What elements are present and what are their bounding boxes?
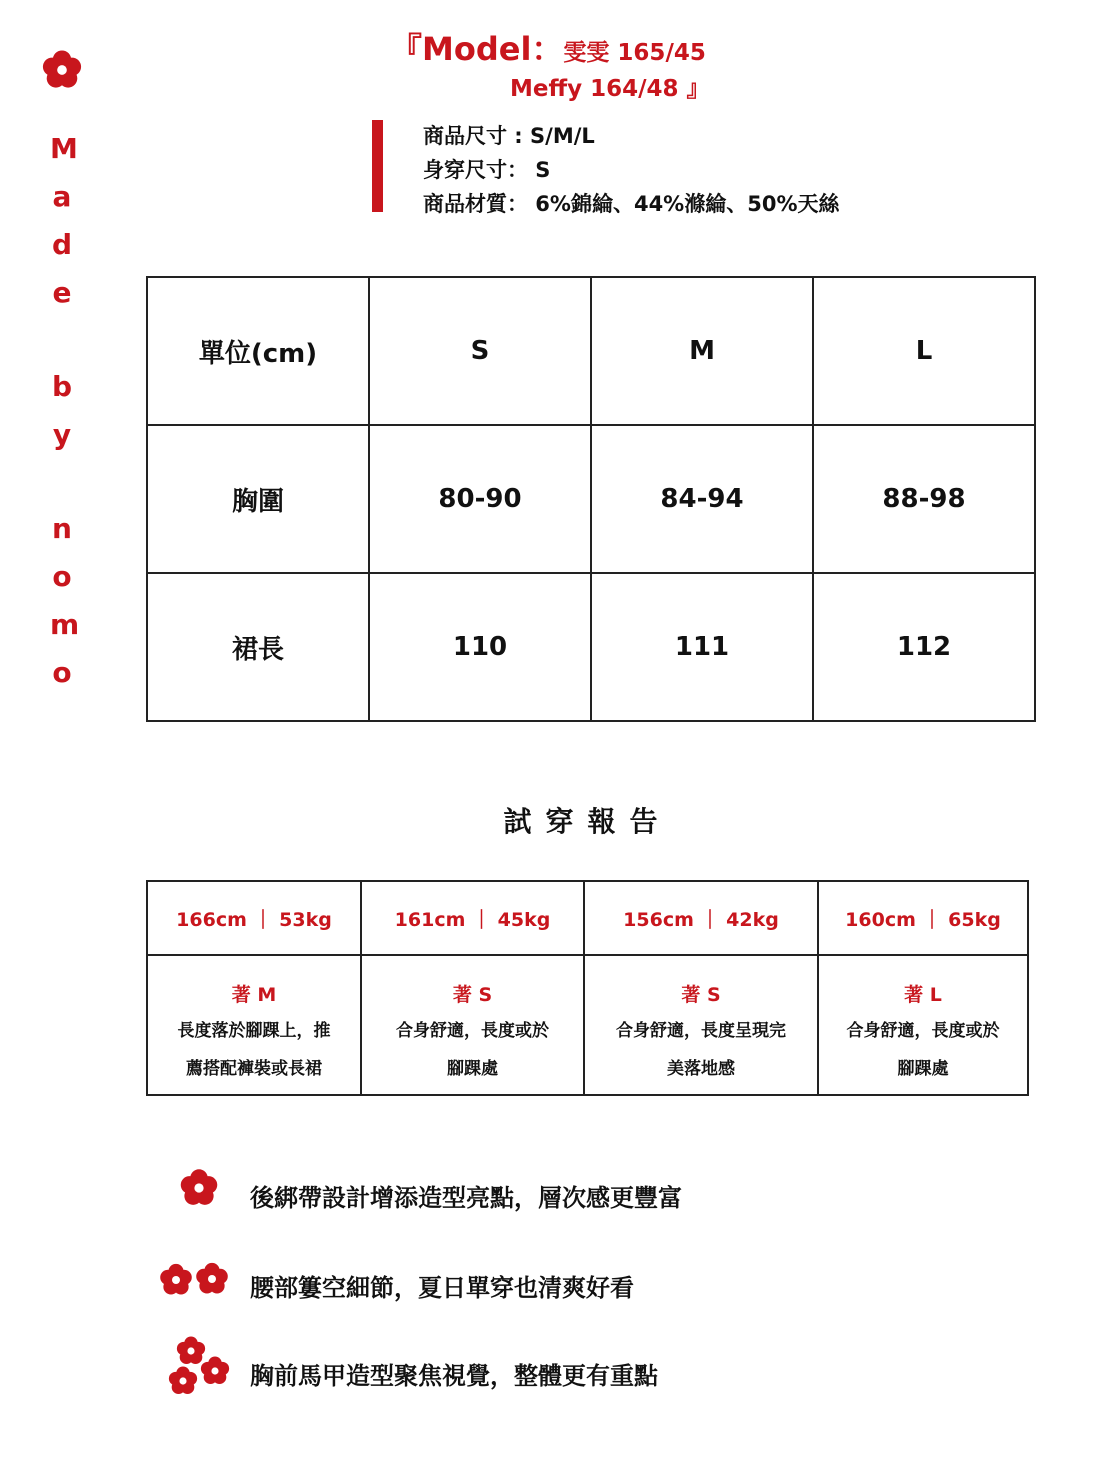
- table-cell: 112: [813, 573, 1035, 721]
- table-cell: 80-90: [369, 425, 591, 573]
- double-flower-icon: [156, 1260, 232, 1300]
- triple-flower-icon: [162, 1332, 236, 1402]
- table-cell: 88-98: [813, 425, 1035, 573]
- fit-comment-line: 合身舒適，長度或於: [396, 1021, 549, 1041]
- table-cell: 單位(cm): [147, 277, 369, 425]
- side-letter: n: [52, 512, 72, 545]
- fit-comment-line: 腳踝處: [447, 1059, 498, 1079]
- fit-comment-line: 合身舒適，長度呈現完: [616, 1021, 786, 1041]
- worn-size: 著 L: [904, 984, 942, 1006]
- fit-report-cell: [584, 955, 818, 1095]
- fit-report-cell: [147, 955, 361, 1095]
- tester-measurements: 160cm ｜ 65kg: [818, 881, 1028, 955]
- fit-comment-line: 長度落於腳踝上，推: [177, 1021, 331, 1041]
- side-letter: o: [52, 656, 72, 689]
- table-cell: 胸圍: [147, 425, 369, 573]
- flower-icon: [40, 48, 84, 92]
- feature-item: 胸前馬甲造型聚焦視覺，整體更有重點: [250, 1362, 658, 1390]
- fit-comment-line: 薦搭配褲裝或長裙: [186, 1059, 322, 1079]
- model-heading: [390, 24, 706, 70]
- fit-comment: [362, 1012, 583, 1088]
- model-1: 雯雯 165/45: [563, 40, 706, 66]
- table-cell: 111: [591, 573, 813, 721]
- table-cell: L: [813, 277, 1035, 425]
- feature-item: 腰部簍空細節，夏日單穿也清爽好看: [250, 1274, 634, 1302]
- table-cell: S: [369, 277, 591, 425]
- fit-comment: [148, 1012, 360, 1088]
- side-letter: y: [52, 418, 72, 451]
- product-size: 商品尺寸 : S/M/L: [423, 124, 595, 148]
- fit-comment-line: 腳踝處: [897, 1059, 949, 1079]
- side-letter: a: [52, 180, 72, 213]
- side-letter: e: [52, 276, 72, 309]
- model-prefix: 『Model：: [390, 30, 564, 68]
- table-cell: M: [591, 277, 813, 425]
- fit-report-header: [147, 881, 1028, 955]
- worn-size: 著 M: [231, 984, 277, 1006]
- product-worn-size: 身穿尺寸： S: [423, 158, 551, 182]
- side-letter: M: [50, 132, 78, 165]
- table-cell: 裙長: [147, 573, 369, 721]
- product-material: 商品材質： 6%錦綸、44%滌綸、50%天絲: [423, 192, 840, 216]
- side-letter: b: [51, 370, 73, 403]
- size-table-header: [147, 277, 1035, 425]
- fit-report-row: [147, 955, 1028, 1095]
- feature-item: 後綁帶設計增添造型亮點，層次感更豐富: [250, 1184, 682, 1212]
- tester-measurements: 166cm ｜ 53kg: [147, 881, 361, 955]
- model-2: Meffy 164/48 』: [510, 76, 710, 102]
- table-cell: 84-94: [591, 425, 813, 573]
- table-row: [147, 573, 1035, 721]
- tester-measurements: 156cm ｜ 42kg: [584, 881, 818, 955]
- side-letter: m: [50, 608, 80, 641]
- fit-comment: [585, 1012, 817, 1088]
- side-letter: o: [52, 560, 72, 593]
- fit-report-cell: [361, 955, 584, 1095]
- table-row: [147, 425, 1035, 573]
- tester-measurements: 161cm ｜ 45kg: [361, 881, 584, 955]
- fit-report-cell: [818, 955, 1028, 1095]
- side-letter: d: [51, 228, 73, 261]
- fit-comment: [819, 1012, 1027, 1088]
- fit-report-table: [146, 880, 1029, 1096]
- flower-icon: [177, 1166, 221, 1210]
- size-table: [146, 276, 1036, 722]
- fit-comment-line: 合身舒適，長度或於: [846, 1021, 1000, 1041]
- worn-size: 著 S: [452, 984, 493, 1006]
- fit-comment-line: 美落地感: [667, 1059, 735, 1079]
- accent-bar: [372, 120, 383, 212]
- table-cell: 110: [369, 573, 591, 721]
- worn-size: 著 S: [681, 984, 721, 1006]
- trial-report-title: 試穿報告: [503, 805, 672, 838]
